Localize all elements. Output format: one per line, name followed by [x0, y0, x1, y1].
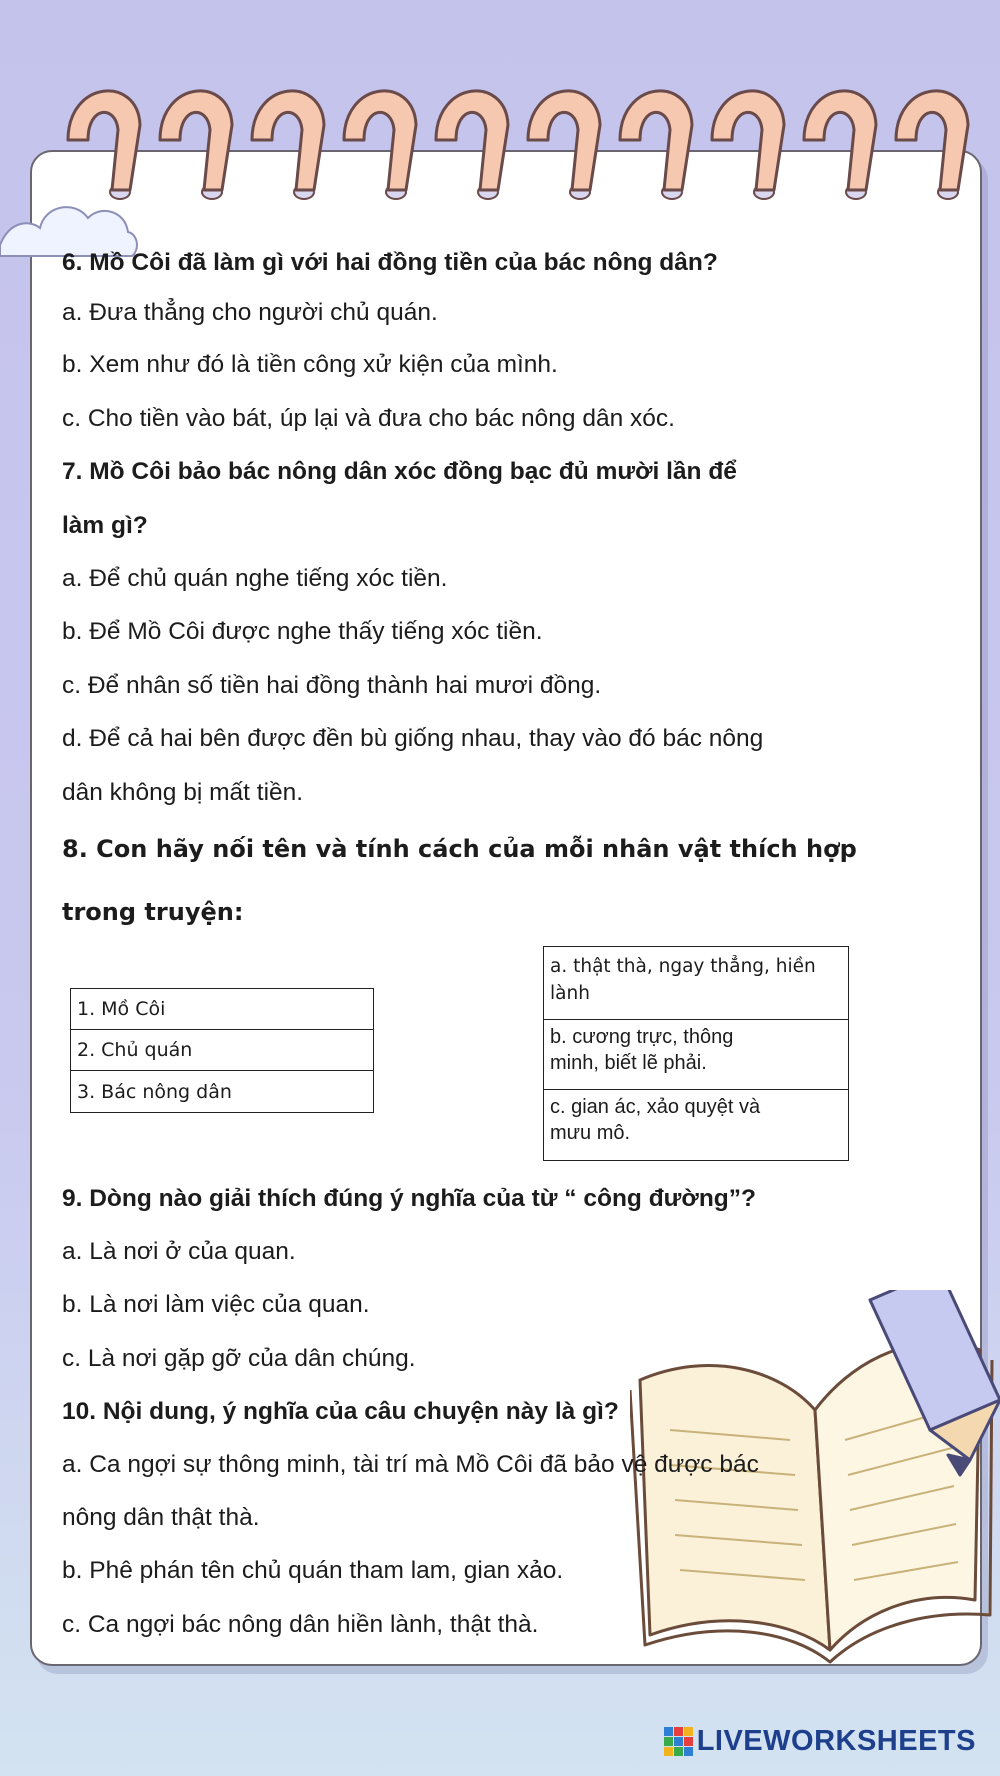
- liveworksheets-grid-icon: [664, 1727, 693, 1756]
- question-7-title-line-1: 7. Mồ Côi bảo bác nông dân xóc đồng bạc đủ mười lần để: [62, 458, 737, 485]
- question-10-option-c: c. Ca ngợi bác nông dân hiền lành, thật thà.: [62, 1611, 539, 1638]
- spiral-ring: [436, 91, 508, 199]
- trait-cell-c[interactable]: [544, 1090, 848, 1160]
- trait-a-line-1: a. thật thà, ngay thẳng, hiền: [550, 956, 816, 977]
- spiral-ring: [160, 91, 232, 199]
- trait-cell-a[interactable]: [544, 947, 848, 1020]
- character-cell[interactable]: 1. Mồ Côi: [71, 989, 373, 1030]
- spiral-ring: [252, 91, 324, 199]
- spiral-ring: [896, 91, 968, 199]
- question-8-title-line-1: 8. Con hãy nối tên và tính cách của mỗi nhân vật thích hợp: [62, 835, 857, 863]
- question-7-option-c: c. Để nhân số tiền hai đồng thành hai mươi đồng.: [62, 672, 602, 699]
- spiral-ring: [528, 91, 600, 199]
- question-7-option-b: b. Để Mồ Côi được nghe thấy tiếng xóc tiền.: [62, 618, 543, 645]
- question-6-option-c: c. Cho tiền vào bát, úp lại và đưa cho bác nông dân xóc.: [62, 405, 675, 432]
- characters-table: [70, 988, 374, 1113]
- trait-b-line-1: b. cương trực, thông: [550, 1026, 734, 1048]
- question-7-option-a: a. Để chủ quán nghe tiếng xóc tiền.: [62, 565, 448, 592]
- spiral-ring: [620, 91, 692, 199]
- question-8-title-line-2: trong truyện:: [62, 898, 244, 926]
- question-9-option-c: c. Là nơi gặp gỡ của dân chúng.: [62, 1345, 416, 1372]
- question-10-option-a: a. Ca ngợi sự thông minh, tài trí mà Mồ Côi đã bảo vệ được bác: [62, 1451, 759, 1478]
- spiral-ring: [712, 91, 784, 199]
- question-9-option-a: a. Là nơi ở của quan.: [62, 1238, 296, 1265]
- liveworksheets-logo-text: LIVEWORKSHEETS: [696, 1724, 976, 1757]
- trait-c-line-1: c. gian ác, xảo quyệt và: [550, 1096, 761, 1118]
- question-9-option-b: b. Là nơi làm việc của quan.: [62, 1291, 370, 1318]
- trait-b-line-2: minh, biết lẽ phải.: [550, 1052, 707, 1074]
- question-7-option-d-cont: dân không bị mất tiền.: [62, 779, 304, 806]
- spiral-ring: [804, 91, 876, 199]
- spiral-rings: [50, 70, 1000, 220]
- trait-a-line-2: lành: [550, 983, 590, 1004]
- character-cell[interactable]: 3. Bác nông dân: [77, 1080, 232, 1103]
- question-6-option-a: a. Đưa thẳng cho người chủ quán.: [62, 299, 438, 326]
- spiral-ring: [344, 91, 416, 199]
- question-10-option-a-cont: nông dân thật thà.: [62, 1504, 260, 1531]
- character-cell[interactable]: 2. Chủ quán: [71, 1030, 373, 1071]
- spiral-ring: [68, 91, 140, 199]
- trait-c-line-2: mưu mô.: [550, 1122, 631, 1144]
- trait-cell-b[interactable]: [544, 1020, 848, 1090]
- question-6-option-b: b. Xem như đó là tiền công xử kiện của mình.: [62, 351, 558, 378]
- question-6-title: 6. Mồ Côi đã làm gì với hai đồng tiền của bác nông dân?: [62, 249, 718, 276]
- liveworksheets-logo[interactable]: [664, 1724, 976, 1758]
- question-10-title: 10. Nội dung, ý nghĩa của câu chuyện này là gì?: [62, 1398, 619, 1425]
- question-10-option-b: b. Phê phán tên chủ quán tham lam, gian xảo.: [62, 1557, 564, 1584]
- question-9-title: 9. Dòng nào giải thích đúng ý nghĩa của từ “ công đường”?: [62, 1185, 756, 1212]
- traits-table: [543, 946, 849, 1161]
- book-pencil-illustration: [630, 1290, 1000, 1670]
- question-7-option-d: d. Để cả hai bên được đền bù giống nhau, thay vào đó bác nông: [62, 725, 764, 752]
- question-7-title-line-2: làm gì?: [62, 512, 148, 539]
